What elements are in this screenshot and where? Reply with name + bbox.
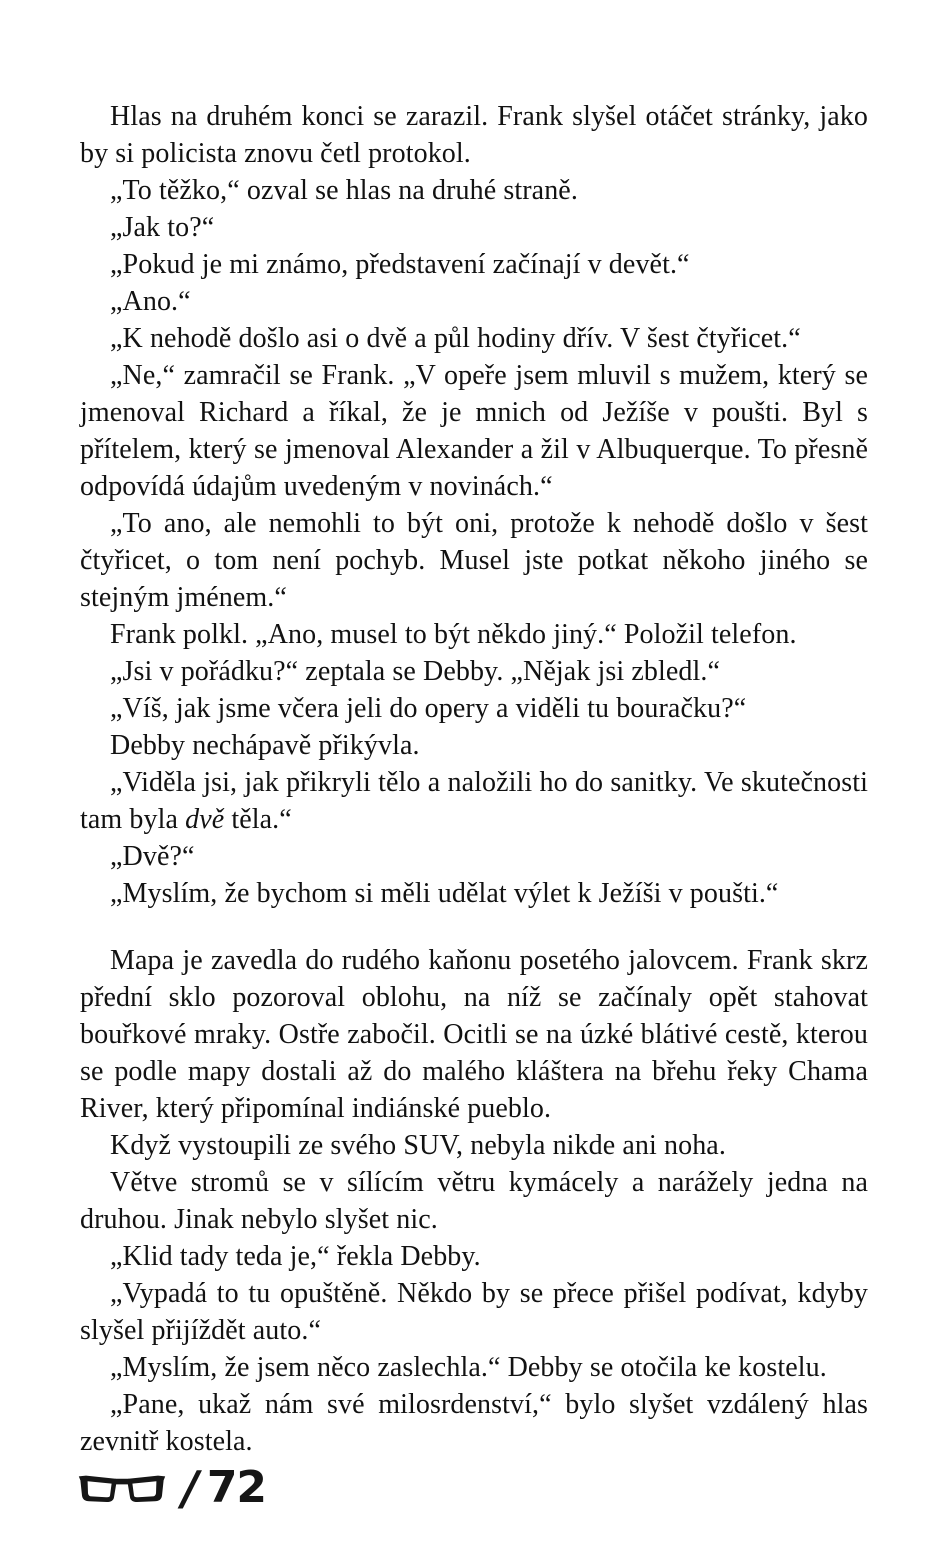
emphasized-word: dvě <box>185 804 225 835</box>
paragraph: „Pokud je mi známo, představení začínají v devět.“ <box>110 249 690 280</box>
paragraph: Frank polkl. „Ano, musel to být někdo jiný.“ Položil telefon. <box>110 619 797 650</box>
paragraph: Když vystoupili ze svého SUV, nebyla nikde ani noha. <box>110 1130 726 1161</box>
paragraph <box>80 764 868 838</box>
paragraph: „To těžko,“ ozval se hlas na druhé straně. <box>110 175 578 206</box>
paragraph: „Jak to?“ <box>110 212 215 243</box>
paragraph-text: těla.“ <box>224 804 292 835</box>
paragraph: „Víš, jak jsme včera jeli do opery a viděli tu bouračku?“ <box>110 693 747 724</box>
page-text <box>80 98 868 1460</box>
paragraph: „Ano.“ <box>110 286 191 317</box>
paragraph: „To ano, ale nemohli to být oni, protože k nehodě došlo v šest čtyřicet, o tom není pochyb. Musel jste potkat někoho jiného se stejným jménem.“ <box>80 508 868 613</box>
paragraph: „Klid tady teda je,“ řekla Debby. <box>110 1241 481 1272</box>
paragraph: „Jsi v pořádku?“ zeptala se Debby. „Nějak jsi zbledl.“ <box>110 656 721 687</box>
paragraph: Mapa je zavedla do rudého kaňonu posetého jalovcem. Frank skrz přední sklo pozoroval oblohu, na níž se začínaly opět stahovat bouřkové mraky. Ostře zabočil. Ocitli se na úzké blátivé cestě, kterou se podle mapy dostali až do malého kláštera na břehu řeky Chama River, který připomínal indiánské pueblo. <box>80 945 868 1124</box>
paragraph: „K nehodě došlo asi o dvě a půl hodiny dřív. V šest čtyřicet.“ <box>110 323 801 354</box>
footer-separator: / <box>182 1461 199 1515</box>
paragraph: „Dvě?“ <box>110 841 195 872</box>
glasses-icon <box>78 1470 166 1510</box>
page-footer <box>78 1462 266 1518</box>
page-number: 72 <box>206 1462 267 1513</box>
paragraph: Větve stromů se v sílícím větru kymácely a narážely jedna na druhou. Jinak nebylo slyšet nic. <box>80 1167 868 1235</box>
paragraph: Hlas na druhém konci se zarazil. Frank slyšel otáčet stránky, jako by si policista znovu četl protokol. <box>80 101 868 169</box>
paragraph-text: „Viděla jsi, jak přikryli tělo a naložili ho do sanitky. Ve skutečnosti tam byla <box>80 767 868 835</box>
paragraph: „Vypadá to tu opuštěně. Někdo by se přece přišel podívat, kdyby slyšel přijíždět auto.“ <box>80 1278 868 1346</box>
paragraph: „Pane, ukaž nám své milosrdenství,“ bylo slyšet vzdálený hlas zevnitř kostela. <box>80 1389 868 1457</box>
paragraph: „Myslím, že jsem něco zaslechla.“ Debby se otočila ke kostelu. <box>110 1352 827 1383</box>
paragraph: „Ne,“ zamračil se Frank. „V opeře jsem mluvil s mužem, který se jmenoval Richard a říkal, že je mnich od Ježíše v poušti. Byl s přítelem, který se jmenoval Alexander a žil v Albuquerque. To přesně odpovídá údajům uvedeným v novinách.“ <box>80 360 868 502</box>
paragraph: Debby nechápavě přikývla. <box>110 730 420 761</box>
paragraph: „Myslím, že bychom si měli udělat výlet k Ježíši v poušti.“ <box>110 878 779 909</box>
